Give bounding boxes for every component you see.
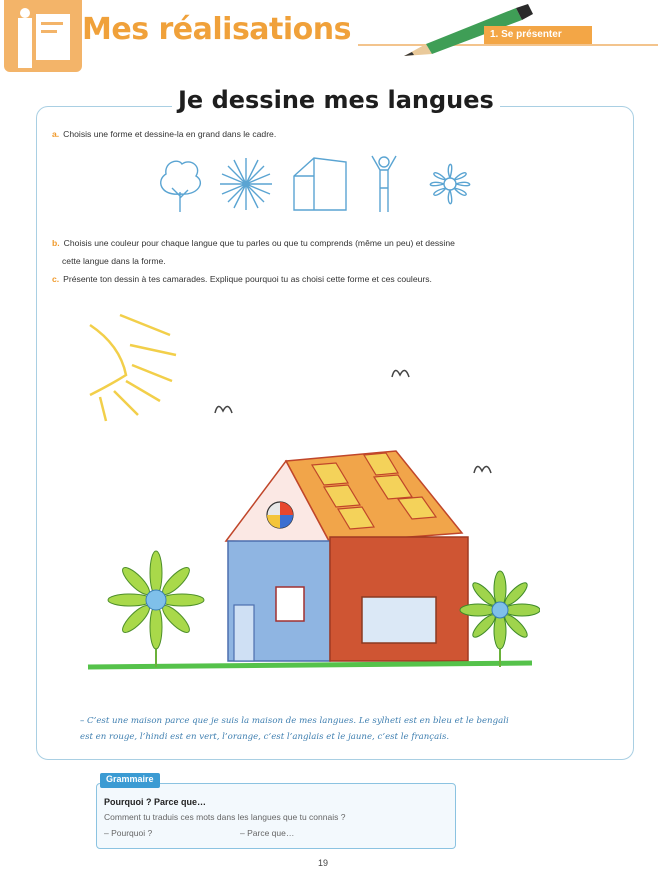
grammar-question: Pourquoi ? Parce que… bbox=[104, 797, 207, 807]
star-icon bbox=[220, 158, 272, 210]
right-flower-drawing bbox=[460, 571, 540, 667]
instruction-letter: b. bbox=[52, 238, 60, 248]
instruction-a bbox=[52, 127, 276, 141]
caption-line: est en rouge, l’hindi est en vert, l’orange, c’est l’anglais et le jaune, c’est le français. bbox=[80, 732, 450, 742]
instruction-text: cette langue dans la forme. bbox=[62, 256, 166, 266]
instruction-text: Choisis une couleur pour chaque langue que tu parles ou que tu comprends (même un peu) et dessine bbox=[63, 238, 455, 248]
child-drawing bbox=[80, 305, 540, 685]
person-icon bbox=[372, 156, 396, 212]
instruction-c bbox=[52, 272, 432, 286]
caption-line: – C’est une maison parce que je suis la maison de mes langues. Le sylheti est en bleu et le bengali bbox=[80, 716, 509, 726]
house-icon bbox=[294, 158, 346, 210]
grammar-example-right: – Parce que… bbox=[240, 828, 295, 838]
page-title: Mes réalisations bbox=[82, 12, 352, 47]
page-number: 19 bbox=[318, 858, 329, 868]
grammar-tag: Grammaire bbox=[100, 773, 160, 788]
shape-choices bbox=[150, 152, 490, 218]
section-tag: 1. Se présenter bbox=[484, 26, 592, 44]
flower-icon bbox=[430, 164, 469, 203]
grammar-example-left: – Pourquoi ? bbox=[104, 828, 153, 838]
grass-drawing bbox=[88, 663, 532, 667]
instruction-b-continued bbox=[62, 254, 166, 268]
person-with-board-icon bbox=[14, 8, 74, 70]
grammar-instruction: Comment tu traduis ces mots dans les langues que tu connais ? bbox=[104, 812, 346, 822]
instruction-text: Choisis une forme et dessine-la en grand dans le cadre. bbox=[63, 129, 277, 139]
instruction-letter: c. bbox=[52, 274, 60, 284]
instruction-text: Présente ton dessin à tes camarades. Explique pourquoi tu as choisi cette forme et ces couleurs. bbox=[63, 274, 432, 284]
left-flower-drawing bbox=[108, 551, 204, 667]
instruction-letter: a. bbox=[52, 129, 60, 139]
drawing-caption bbox=[80, 713, 580, 745]
tree-icon bbox=[161, 161, 201, 212]
sun-drawing bbox=[90, 315, 176, 421]
header-tab bbox=[4, 0, 82, 72]
instruction-b bbox=[52, 236, 455, 250]
activity-title: Je dessine mes langues bbox=[172, 86, 500, 114]
